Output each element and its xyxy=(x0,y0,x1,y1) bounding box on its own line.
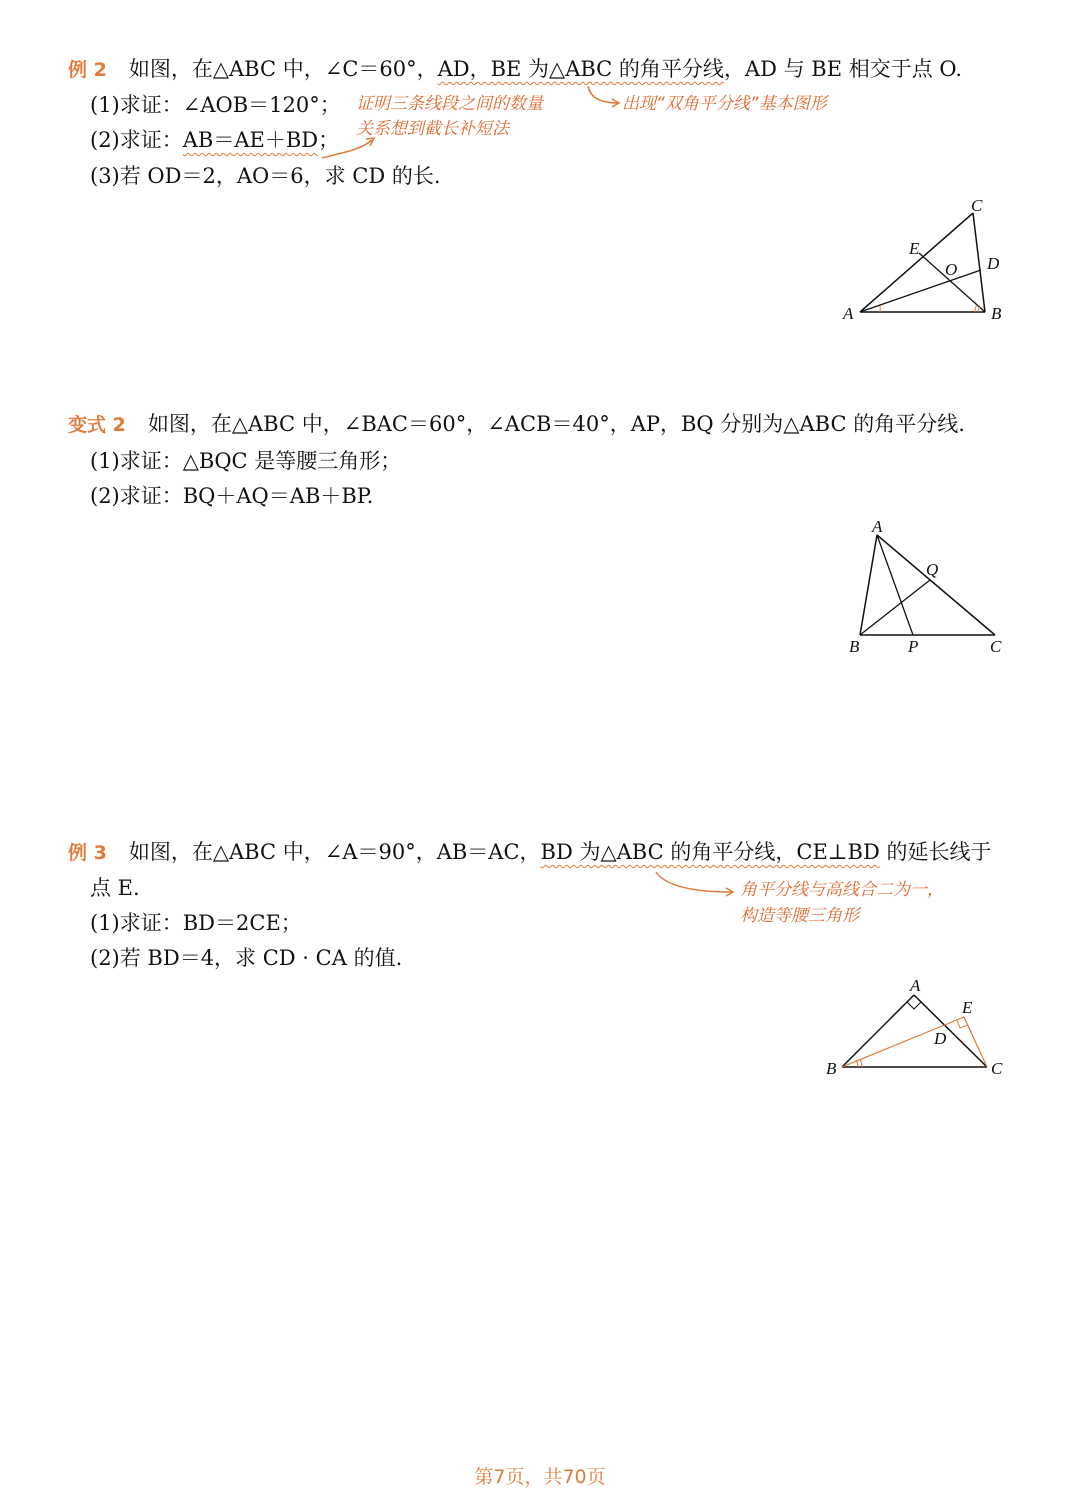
example3-text-underlined: BD 为△ABC 的角平分线，CE⊥BD xyxy=(540,840,880,864)
example2-tag: 例 2 xyxy=(68,59,107,81)
label-C: C xyxy=(991,1059,1003,1078)
label-B: B xyxy=(849,637,860,656)
label-E: E xyxy=(909,239,920,258)
example2-q2-post: ； xyxy=(318,128,340,152)
example2-text-post: ，AD 与 BE 相交于点 O. xyxy=(723,57,963,81)
label-Q: Q xyxy=(926,560,939,579)
example3-statement-line2: 点 E. xyxy=(90,876,140,900)
label-C: C xyxy=(971,196,983,215)
example3-figure xyxy=(822,975,1012,1085)
page-footer: 第7页，共70页 xyxy=(474,1466,606,1488)
label-A: A xyxy=(872,517,883,536)
example3-annotation-line1: 角平分线与高线合二为一， xyxy=(740,880,944,900)
example3-text-pre: 如图，在△ABC 中，∠A＝90°，AB＝AC， xyxy=(128,840,541,864)
example3-tag: 例 3 xyxy=(68,842,107,864)
label-A: A xyxy=(910,976,921,995)
example2-question-3: (3)若 OD＝2，AO＝6，求 CD 的长. xyxy=(90,164,441,188)
example3-text-post: 的延长线于 xyxy=(879,840,992,864)
variant2-question-2: (2)求证：BQ＋AQ＝AB＋BP. xyxy=(90,484,374,508)
example2-question-1: (1)求证：∠AOB＝120°； xyxy=(90,93,341,117)
example2-annotation-1-line2: 关系想到截长补短法 xyxy=(356,119,509,139)
label-D: D xyxy=(987,254,1000,273)
example2-annotation-2: 出现“双角平分线”基本图形 xyxy=(622,94,827,114)
label-D: D xyxy=(934,1029,947,1048)
variant2-tag: 变式 2 xyxy=(68,414,126,436)
label-P: P xyxy=(908,637,919,656)
variant2-text: 如图，在△ABC 中，∠BAC＝60°，∠ACB＝40°，AP，BQ 分别为△ABC 的角平分线. xyxy=(147,412,965,436)
variant2-question-1: (1)求证：△BQC 是等腰三角形； xyxy=(90,449,402,473)
label-C: C xyxy=(990,637,1002,656)
example2-q2-pre: (2)求证： xyxy=(90,128,183,152)
label-B: B xyxy=(826,1059,837,1078)
example3-question-2: (2)若 BD＝4，求 CD · CA 的值. xyxy=(90,946,403,970)
label-O: O xyxy=(945,260,958,279)
example2-q2-underlined: AB＝AE＋BD xyxy=(182,128,319,152)
example3-annotation-line2: 构造等腰三角形 xyxy=(740,906,859,926)
example2-text-pre: 如图，在△ABC 中，∠C＝60°， xyxy=(128,57,438,81)
label-A: A xyxy=(843,304,854,323)
label-B: B xyxy=(991,304,1002,323)
segment-CE xyxy=(964,1017,987,1067)
example3-question-1: (1)求证：BD＝2CE； xyxy=(90,911,302,935)
label-E: E xyxy=(962,998,973,1017)
example2-text-underlined: AD，BE 为△ABC 的角平分线 xyxy=(437,57,724,81)
example2-annotation-1-line1: 证明三条线段之间的数量 xyxy=(356,94,543,114)
